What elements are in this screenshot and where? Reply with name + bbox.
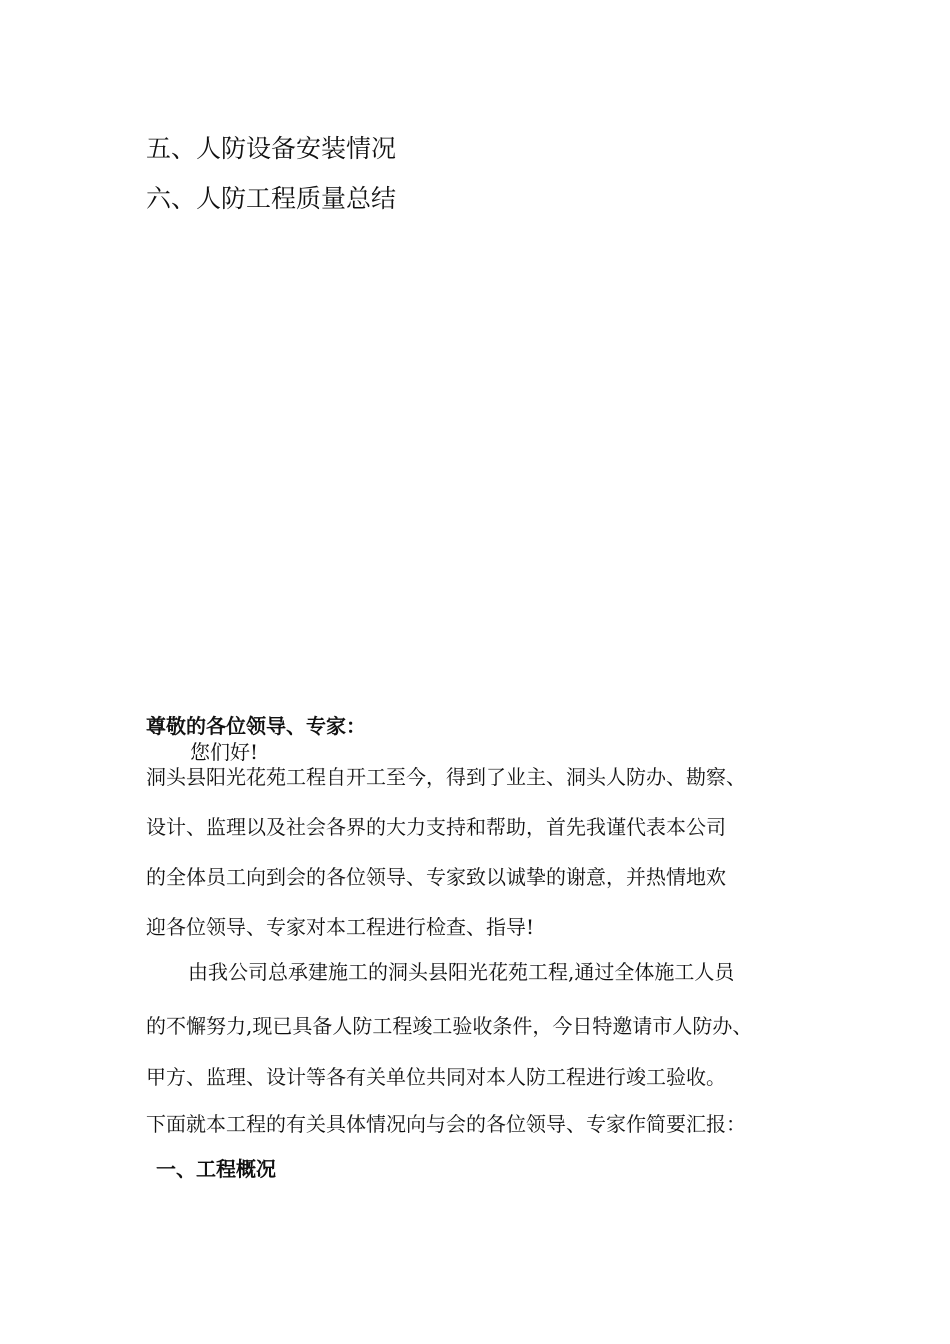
toc-item-equipment-installation: 五、人防设备安装情况 xyxy=(146,134,397,163)
letter-greeting: 您们好! xyxy=(190,740,259,764)
paragraph-line: 下面就本工程的有关具体情况向与会的各位领导、专家作简要汇报： xyxy=(146,1112,746,1136)
paragraph-line: 的全体员工向到会的各位领导、专家致以诚挚的谢意，并热情地欢 xyxy=(146,865,726,889)
paragraph-line: 洞头县阳光花苑工程自开工至今，得到了业主、洞头人防办、勘察、 xyxy=(146,765,746,789)
paragraph-line: 设计、监理以及社会各界的大力支持和帮助，首先我谨代表本公司 xyxy=(146,815,726,839)
paragraph-line: 甲方、监理、设计等各有关单位共同对本人防工程进行竣工验收。 xyxy=(146,1065,726,1089)
paragraph-line: 的不懈努力,现已具备人防工程竣工验收条件，今日特邀请市人防办、 xyxy=(146,1014,753,1038)
paragraph-line: 由我公司总承建施工的洞头县阳光花苑工程,通过全体施工人员 xyxy=(188,960,735,984)
toc-item-quality-summary: 六、人防工程质量总结 xyxy=(146,184,397,213)
letter-salutation: 尊敬的各位领导、专家： xyxy=(146,714,366,738)
paragraph-line: 迎各位领导、专家对本工程进行检查、指导! xyxy=(146,915,535,939)
section-heading-project-overview: 一、工程概况 xyxy=(156,1157,276,1181)
